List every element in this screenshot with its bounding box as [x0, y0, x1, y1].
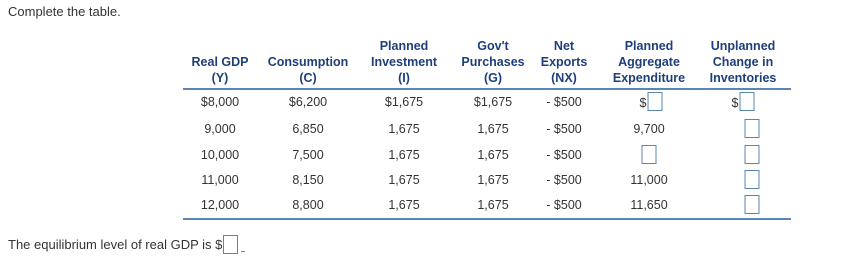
cell-real-gdp: 10,000 — [200, 148, 240, 162]
equilibrium-answer — [8, 235, 245, 254]
cell-consumption: $6,200 — [288, 95, 328, 109]
table-row — [183, 144, 791, 168]
cell-investment: 1,675 — [388, 198, 420, 212]
table-row — [183, 118, 791, 142]
cell-pae: 9,700 — [633, 122, 665, 136]
equilibrium-gdp-input[interactable] — [223, 235, 238, 254]
cell-govt-purchases: $1,675 — [473, 95, 513, 109]
cell-investment: $1,675 — [384, 95, 424, 109]
cell-inventory — [745, 195, 760, 214]
inventory-input-row3[interactable] — [745, 145, 760, 164]
dollar-sign: $ — [731, 96, 739, 110]
cell-net-exports: - $500 — [546, 173, 582, 187]
cell-consumption: 8,800 — [292, 198, 324, 212]
cell-real-gdp: 11,000 — [201, 173, 239, 187]
cell-net-exports: - $500 — [546, 198, 582, 212]
instruction-text: Complete the table. — [8, 4, 121, 19]
table-row — [183, 169, 791, 193]
header-unplanned-inventory-change: Unplanned Change in Inventories — [709, 39, 777, 85]
cell-pae — [640, 92, 663, 111]
cell-inventory — [745, 119, 760, 138]
inventory-input-row4[interactable] — [745, 170, 760, 189]
cell-consumption: 6,850 — [292, 122, 324, 136]
header-consumption: Consumption (C) — [267, 55, 349, 85]
cell-pae — [642, 145, 657, 164]
header-rule — [183, 88, 791, 90]
inventory-input-row1[interactable] — [739, 92, 754, 111]
cell-govt-purchases: 1,675 — [477, 148, 509, 162]
header-net-exports: Net Exports (NX) — [540, 39, 588, 85]
cell-inventory — [732, 92, 755, 111]
inventory-input-row2[interactable] — [745, 119, 760, 138]
header-real-gdp: Real GDP (Y) — [191, 55, 249, 85]
cell-govt-purchases: 1,675 — [477, 198, 509, 212]
gdp-table — [183, 38, 791, 212]
cell-investment: 1,675 — [388, 148, 420, 162]
cell-real-gdp: 9,000 — [204, 122, 236, 136]
cell-investment: 1,675 — [388, 122, 420, 136]
table-bottom-rule — [183, 218, 791, 220]
cell-pae: 11,650 — [630, 198, 668, 212]
table-row — [183, 91, 791, 115]
period-mark — [241, 251, 245, 252]
cell-consumption: 7,500 — [292, 148, 324, 162]
dollar-sign: $ — [639, 96, 647, 110]
cell-govt-purchases: 1,675 — [477, 122, 509, 136]
cell-net-exports: - $500 — [546, 95, 582, 109]
cell-inventory — [745, 145, 760, 164]
table-row — [183, 194, 791, 218]
header-govt-purchases: Gov't Purchases (G) — [461, 39, 525, 85]
cell-govt-purchases: 1,675 — [477, 173, 509, 187]
cell-real-gdp: $8,000 — [200, 95, 240, 109]
cell-net-exports: - $500 — [546, 148, 582, 162]
header-planned-investment: Planned Investment (I) — [371, 39, 437, 85]
cell-net-exports: - $500 — [546, 122, 582, 136]
equilibrium-prompt: The equilibrium level of real GDP is $ — [8, 237, 223, 252]
header-planned-aggregate-expenditure: Planned Aggregate Expenditure — [612, 39, 686, 85]
inventory-input-row5[interactable] — [745, 195, 760, 214]
cell-inventory — [745, 170, 760, 189]
pae-input-row1[interactable] — [647, 92, 662, 111]
cell-pae: 11,000 — [630, 173, 668, 187]
cell-real-gdp: 12,000 — [200, 198, 240, 212]
cell-consumption: 8,150 — [292, 173, 324, 187]
pae-input-row3[interactable] — [642, 145, 657, 164]
table-header — [183, 38, 791, 89]
cell-investment: 1,675 — [388, 173, 420, 187]
